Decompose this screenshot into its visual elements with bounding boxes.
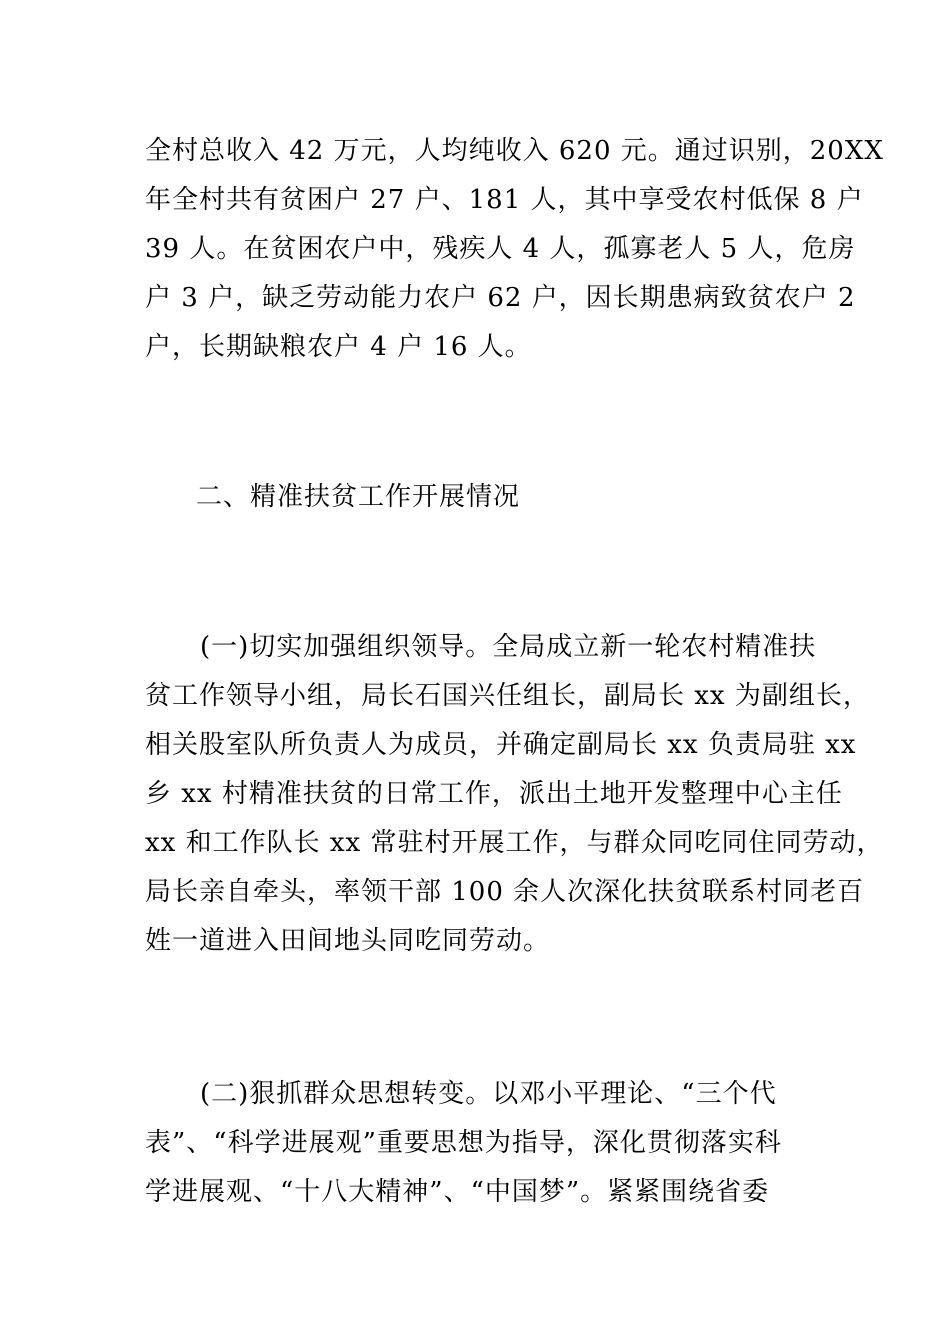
paragraph-line: 姓一道进入田间地头同吃同劳动。 [145,926,551,956]
section-heading: 二、精准扶贫工作开展情况 [196,482,521,512]
paragraph-line: 39 人。在贫困农户中，残疾人 4 人，孤寡老人 5 人，危房 [145,234,856,264]
paragraph-line: 相关股室队所负责人为成员，并确定副局长 xx 负责局驻 xx [145,730,857,760]
paragraph-line: 户，长期缺粮农户 4 户 16 人。 [145,332,532,362]
paragraph-line: 表”、“科学进展观”重要思想为指导，深化贯彻落实科 [145,1128,782,1158]
paragraph-line: 乡 xx 村精准扶贫的日常工作，派出土地开发整理中心主任 [145,779,843,809]
paragraph-line: 局长亲自牵头，率领干部 100 余人次深化扶贫联系村同老百 [145,877,865,907]
paragraph-line: (一)切实加强组织领导。全局成立新一轮农村精准扶 [200,632,817,662]
paragraph-line: 年全村共有贫困户 27 户、181 人，其中享受农村低保 8 户 [145,185,864,215]
paragraph-line: 贫工作领导小组，局长石国兴任组长，副局长 xx 为副组长， [145,681,870,711]
paragraph-line: 全村总收入 42 万元，人均纯收入 620 元。通过识别，20XX [145,136,884,166]
paragraph-line: (二)狠抓群众思想转变。以邓小平理论、“三个代 [200,1079,777,1109]
paragraph-line: 户 3 户，缺乏劳动能力农户 62 户，因长期患病致贫农户 2 [145,283,856,313]
paragraph-line: 学进展观、“十八大精神”、“中国梦”。紧紧围绕省委 [145,1177,770,1207]
paragraph-line: xx 和工作队长 xx 常驻村开展工作，与群众同吃同住同劳动， [145,828,884,858]
